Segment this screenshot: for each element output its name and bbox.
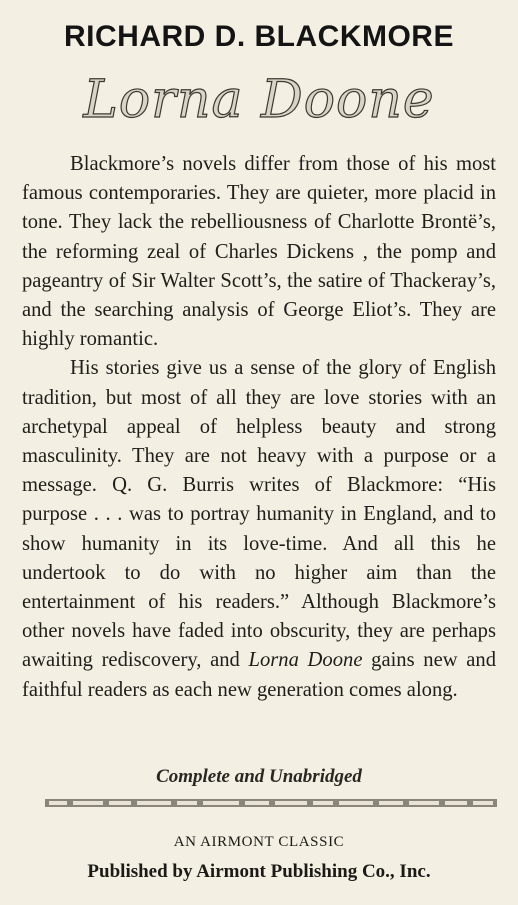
author-name: RICHARD D. BLACKMORE xyxy=(64,20,454,53)
blurb xyxy=(22,150,496,705)
edition-note: Complete and Unabridged xyxy=(156,766,362,787)
publisher-line: Published by Airmont Publishing Co., Inc. xyxy=(87,861,431,882)
blurb-paragraph-2 xyxy=(22,354,496,704)
ornamental-rule xyxy=(45,798,497,808)
blurb-paragraph-1: Blackmore’s novels differ from those of his most famous contemporaries. They are quieter, more placid in tone. They lack the rebelliousness of Charlotte Brontë’s, the reforming zeal of Charles Dickens , the pomp and pageantry of Sir Walter Scott’s, the satire of Thackeray’s, and the searching analysis of George Eliot’s. They are highly romantic. xyxy=(22,153,496,351)
blurb-text-end: gains new and faithful readers as each new generation comes along. xyxy=(22,649,496,701)
series-name: AN AIRMONT CLASSIC xyxy=(173,834,345,850)
book-title: Lorna Doone xyxy=(83,70,435,130)
blurb-title-reference: Lorna Doone xyxy=(248,649,363,672)
blurb-text: His stories give us a sense of the glory of English tradition, but most of all they are love stories with an archetypal appeal of helpless beauty and strong masculinity. They are not heavy with a purpose or a message. Q. G. Burris writes of Blackmore: “His purpose . . . was to portray humanity in England, and to show humanity in its love-time. And all this he undertook to do with no higher aim than the entertainment of his readers.” Although Blackmore’s other novels have faded into obscurity, they are perhaps awaiting rediscovery, and xyxy=(22,357,496,672)
